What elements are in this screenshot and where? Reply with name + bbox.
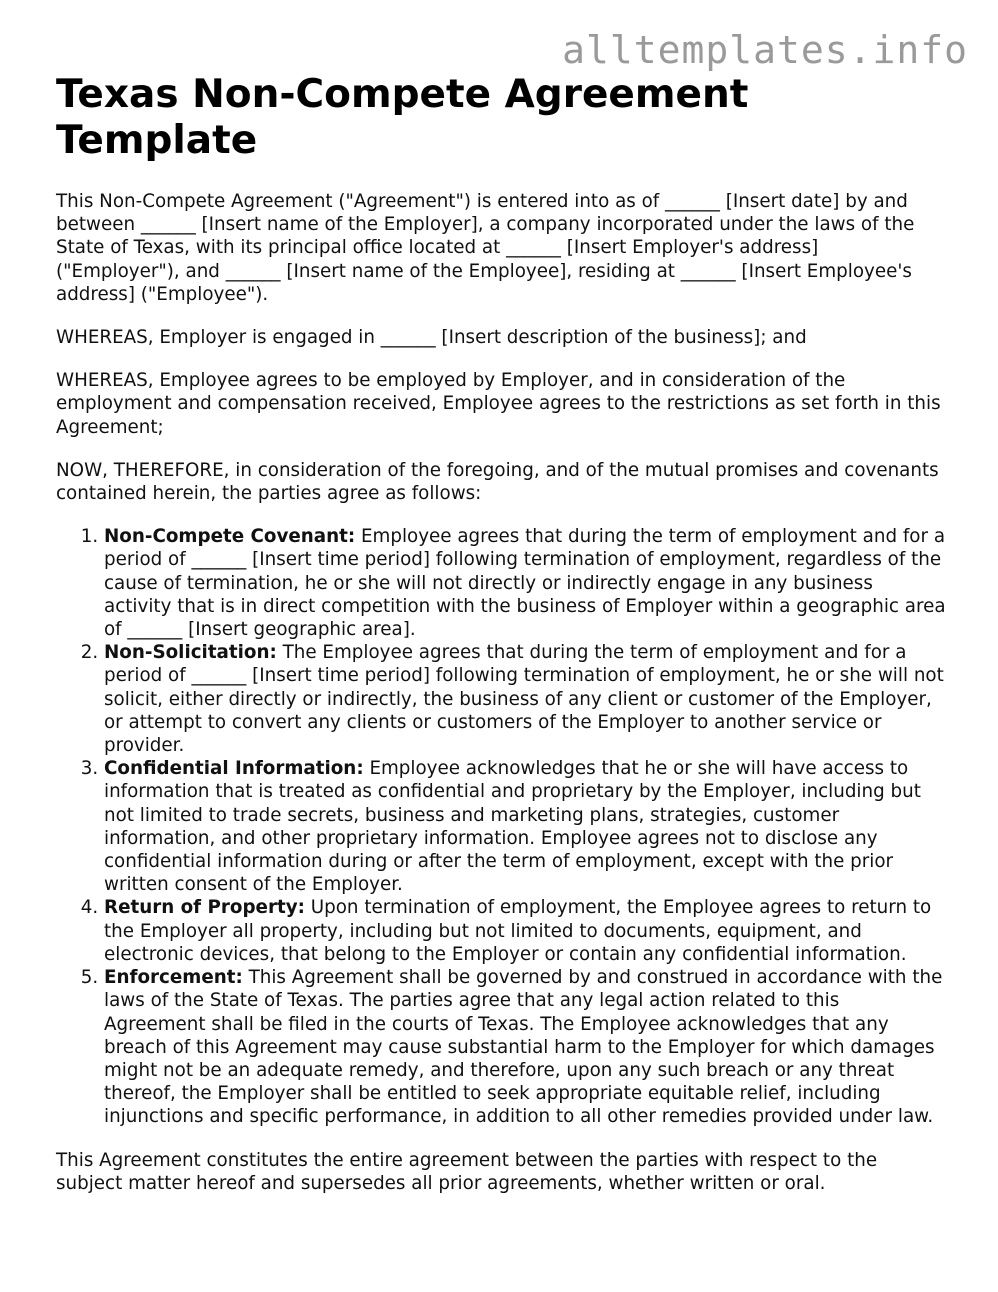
clause-text: Upon termination of employment, the Employee agrees to return to the Employer all property, including but not limited to documents, equipment, and electronic devices, that belong to the Employer or contain any confidential information. — [104, 897, 932, 965]
watermark: alltemplates.info — [562, 28, 968, 72]
clause-non-solicitation — [104, 641, 946, 757]
intro-paragraph: This Non-Compete Agreement ("Agreement") is entered into as of ______ [Insert date] by and between ______ [Insert name of the Employer], a company incorporated under the laws of the State of Texas, with its principal office located at ______ [Insert Employer's address] ("Employer"), and ______ [Insert name of the Employee], residing at ______ [Insert Employee's address] ("Employee"). — [56, 191, 915, 305]
whereas-paragraph-2: WHEREAS, Employee agrees to be employed by Employer, and in consideration of the employment and compensation received, Employee agrees to the restrictions as set forth in this Agreement; — [56, 370, 941, 438]
clause-text: Employee agrees that during the term of employment and for a period of ______ [Insert time period] following termination of employment, regardless of the cause of termination, he or she will not directly or indirectly engage in any business activity that is in direct competition with the business of Employer within a geographic area of ______ [Insert geographic area]. — [104, 526, 946, 641]
clause-heading: Non-Compete Covenant: — [104, 526, 356, 548]
clause-list — [56, 525, 946, 1128]
closing-paragraph: This Agreement constitutes the entire agreement between the parties with respect to the subject matter hereof and supersedes all prior agreements, whether written or oral. — [56, 1149, 878, 1194]
clause-heading: Confidential Information: — [104, 758, 364, 780]
clause-text: The Employee agrees that during the term of employment and for a period of ______ [Insert time period] following termination of employment, he or she will not solicit, either directly or indirectly, the business of any client or customer of the Employer, or attempt to convert any clients or customers of the Employer to another service or provider. — [104, 642, 944, 757]
clause-non-compete — [104, 525, 946, 641]
clause-text: Employee acknowledges that he or she will have access to information that is treated as confidential and proprietary by the Employer, including but not limited to trade secrets, business and marketing plans, strategies, customer information, and other proprietary information. Employee agrees not to disclose any confidential information during or after the term of employment, except with the prior written consent of the Employer. — [104, 758, 921, 896]
clause-heading: Enforcement: — [104, 967, 243, 989]
clause-enforcement — [104, 966, 946, 1128]
clause-return-of-property — [104, 896, 946, 966]
clause-text: This Agreement shall be governed by and construed in accordance with the laws of the State of Texas. The parties agree that any legal action related to this Agreement shall be filed in the courts of Texas. The Employee acknowledges that any breach of this Agreement may cause substantial harm to the Employer for which damages might not be an adequate remedy, and therefore, upon any such breach or any threat thereof, the Employer shall be entitled to seek appropriate equitable relief, including injunctions and specific performance, in addition to all other remedies provided under law. — [104, 967, 943, 1128]
clause-confidential-information — [104, 757, 946, 896]
page-title: Texas Non-Compete Agreement Template — [56, 72, 749, 163]
whereas-paragraph-1: WHEREAS, Employer is engaged in ______ [Insert description of the business]; and — [56, 327, 807, 349]
clause-heading: Non-Solicitation: — [104, 642, 277, 664]
clause-heading: Return of Property: — [104, 897, 305, 919]
document-body — [56, 72, 946, 1215]
now-therefore-paragraph: NOW, THEREFORE, in consideration of the foregoing, and of the mutual promises and covenants contained herein, the parties agree as follows: — [56, 459, 939, 505]
